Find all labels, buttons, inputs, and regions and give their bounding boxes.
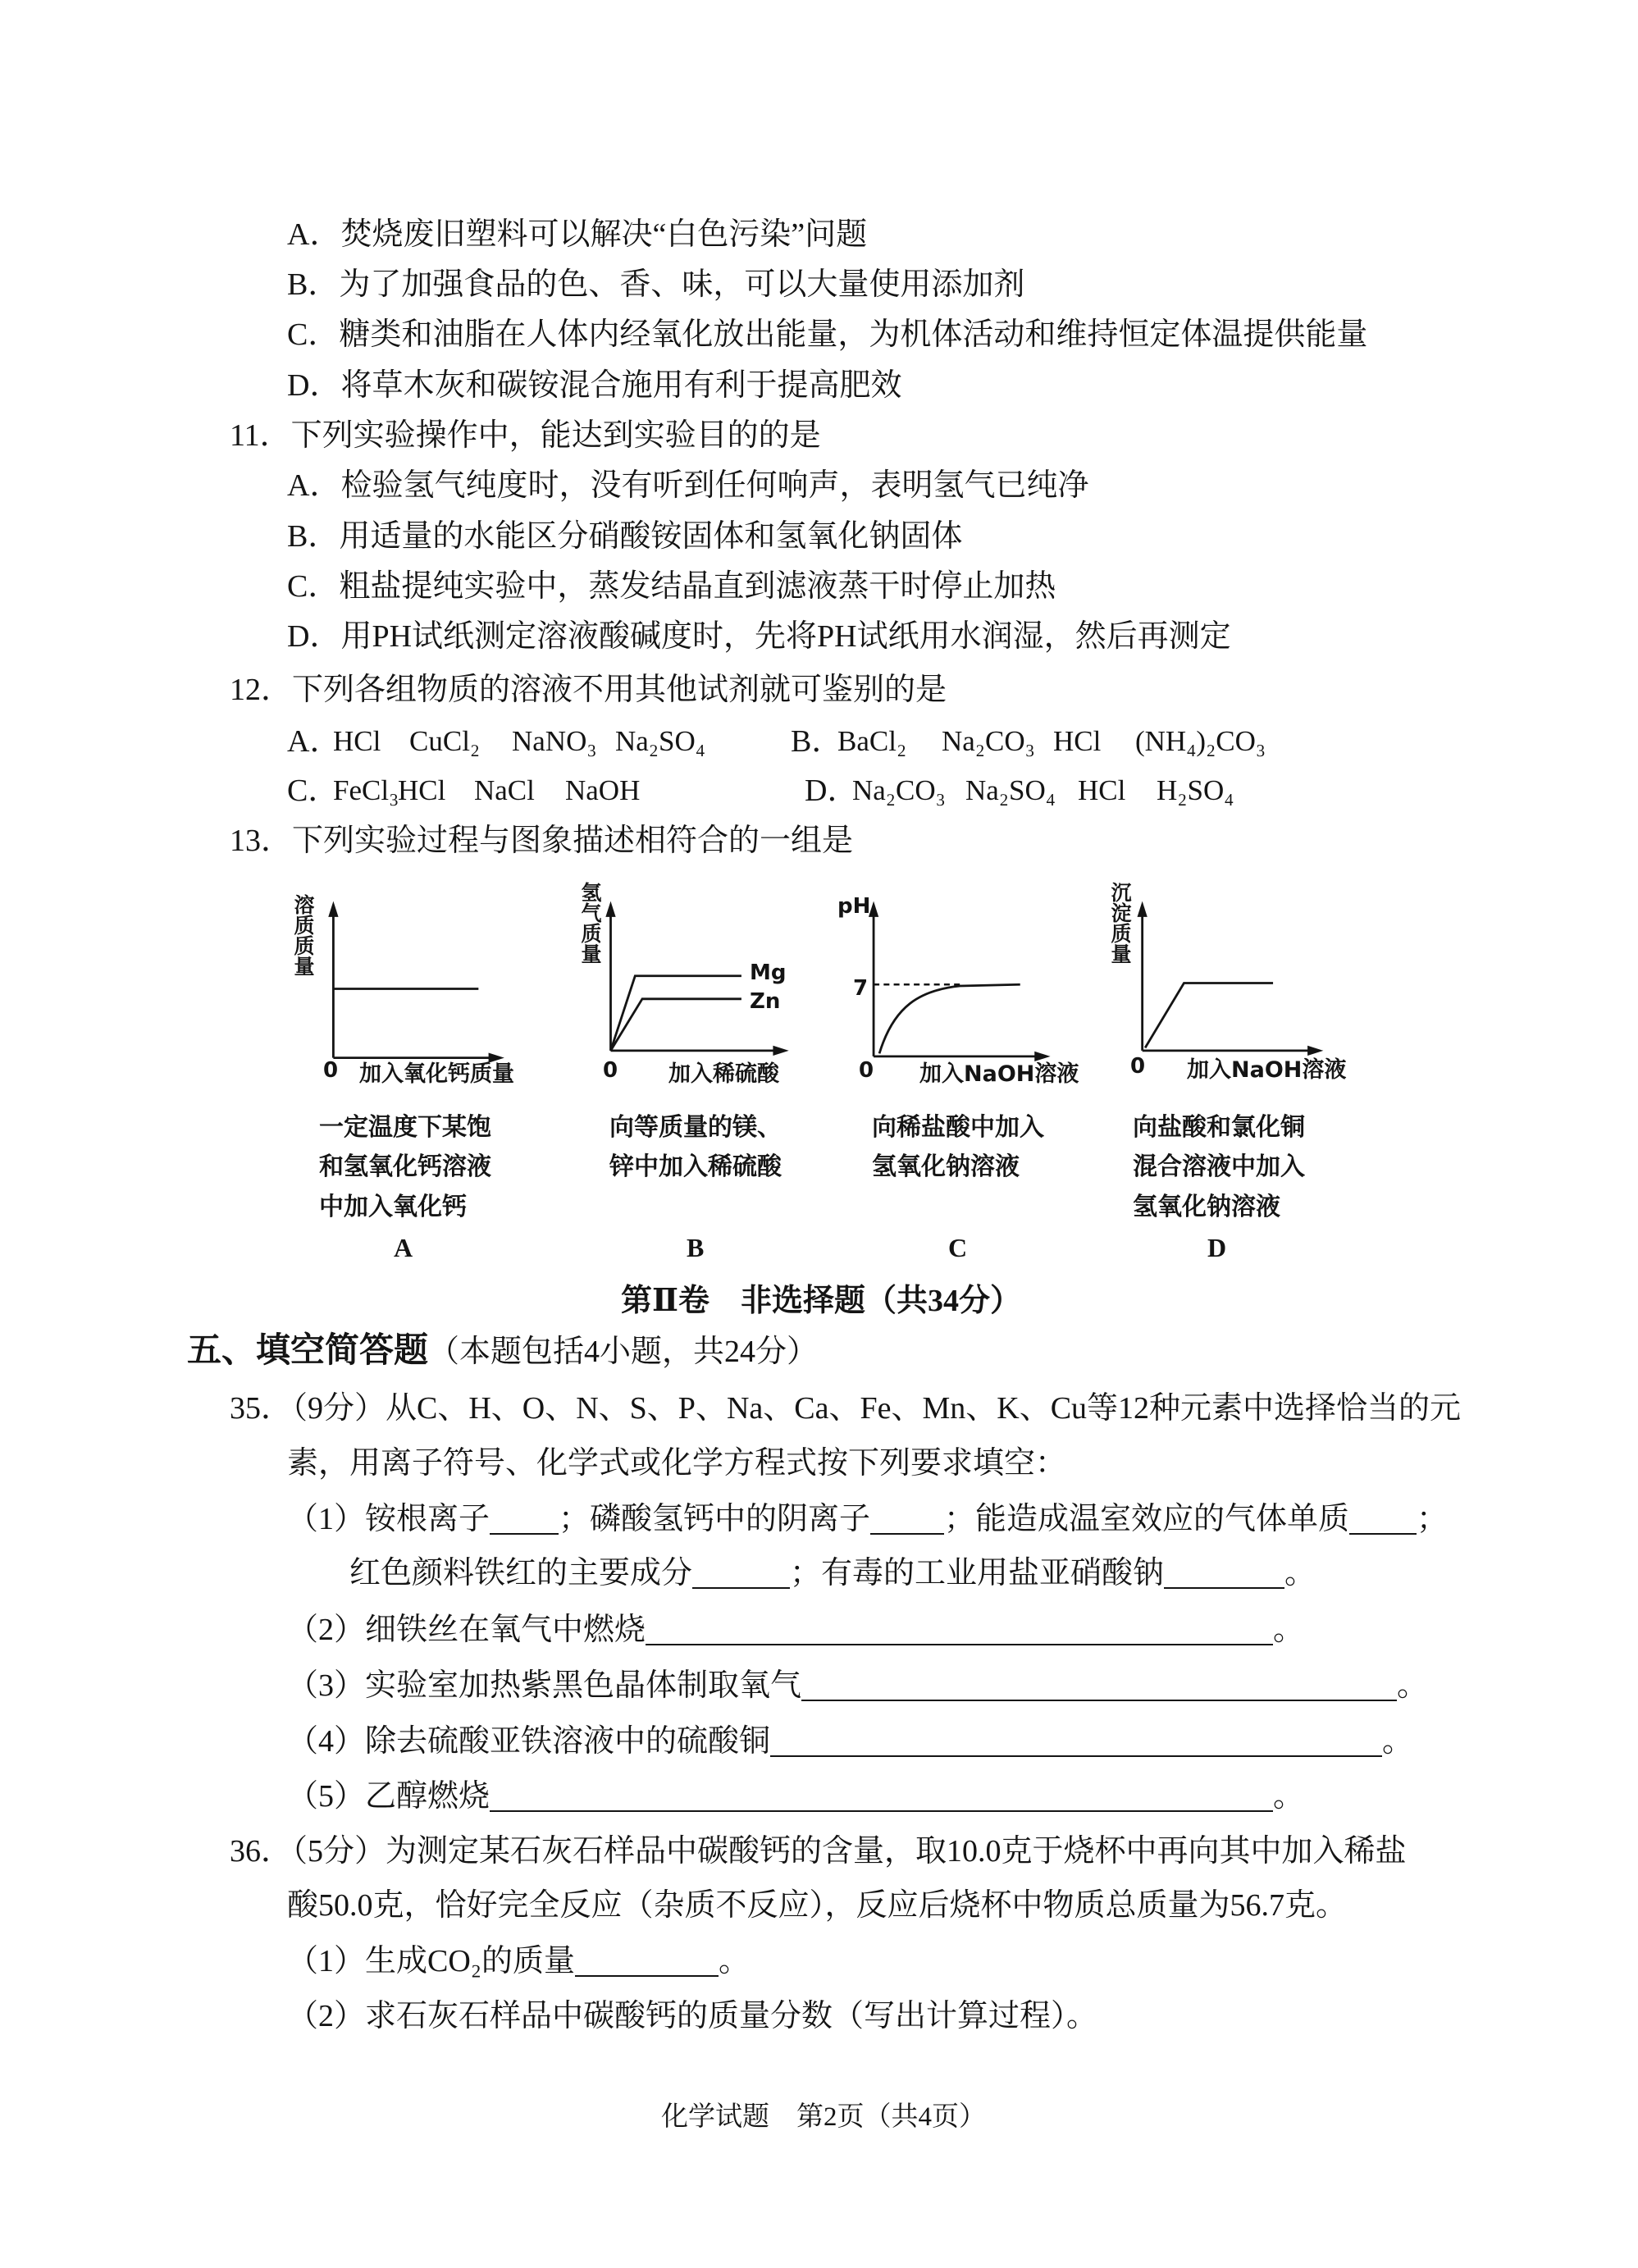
q12-option-c-formula: NaOH (565, 774, 641, 806)
answer-blank (490, 1505, 559, 1535)
graph-b-caption: 锌中加入稀硫酸 (609, 1152, 782, 1181)
q12-option-b-formula: (NH₄)₂CO₃ (1135, 725, 1266, 757)
q10-option-a: A．焚烧废旧塑料可以解决“白色污染”问题 (287, 217, 868, 252)
section-2-title: 第Ⅱ卷 非选择题（共34分） (621, 1284, 1022, 1318)
q12-option-b-label: B． (791, 724, 843, 759)
q12-option-d-formula: H₂SO₄ (1157, 774, 1234, 806)
q35-item-3-prompt: （3）实验室加热紫黑色晶体制取氧气 (287, 1668, 802, 1703)
q35-item-5-end: 。 (1273, 1779, 1305, 1814)
q36-item-1 (287, 1943, 750, 1979)
q35-item-1-text: ；磷酸氢钙中的阴离子 (559, 1502, 871, 1536)
q10-option-d: D．将草木灰和碳铵混合施用有利于提高肥效 (287, 368, 902, 403)
answer-blank (1349, 1505, 1417, 1535)
q35-item-1-line-2 (349, 1555, 1316, 1591)
graph-a-y-arrow (328, 901, 338, 917)
q35-item-5 (287, 1778, 1304, 1814)
q35-item-3 (287, 1668, 1428, 1704)
graph-c-letter: C (948, 1233, 968, 1262)
part-5-title: 五、填空简答题 (187, 1332, 429, 1370)
q35-item-1-text: 。 (1284, 1556, 1316, 1590)
graph-a-origin: 0 (323, 1058, 339, 1083)
q36-stem-line-1: 36．（5分）为测定某石灰石样品中碳酸钙的含量，取10.0克于烧杯中再向其中加入稀盐 (230, 1834, 1407, 1869)
q12-option-a-formula: Na₂SO₄ (615, 725, 705, 757)
q11-option-d: D．用PH试纸测定溶液酸碱度时，先将PH试纸用水润湿，然后再测定 (287, 619, 1231, 654)
graph-d-y-label: 沉淀质量 (1108, 882, 1132, 964)
graph-c-caption: 氢氧化钠溶液 (872, 1152, 1020, 1181)
q11-option-b: B．用适量的水能区分硝酸铵固体和氢氧化钠固体 (287, 519, 963, 554)
graph-c-x-arrow (1034, 1052, 1050, 1061)
q12-option-c-formula: HCl (398, 774, 446, 806)
q11-option-c: C．粗盐提纯实验中，蒸发结晶直到滤液蒸干时停止加热 (287, 569, 1056, 604)
graph-b-series-label-zn: Zn (750, 989, 781, 1014)
graph-a-caption: 和氢氧化钙溶液 (319, 1152, 491, 1181)
q35-item-5-prompt: （5）乙醇燃烧 (287, 1779, 490, 1814)
q12-option-c-formula: FeCl₃ (333, 774, 399, 806)
graph-a-letter: A (394, 1233, 413, 1262)
graph-b-mg-curve (610, 976, 741, 1051)
graph-d-caption: 氢氧化钠溶液 (1133, 1193, 1280, 1221)
graph-d-letter: D (1207, 1233, 1227, 1262)
graph-a-caption: 一定温度下某饱 (319, 1113, 491, 1142)
graph-c-y-label: pH (837, 894, 871, 919)
q35-item-1-text: （1）铵根离子 (287, 1502, 490, 1536)
answer-blank (801, 1672, 1397, 1701)
q36-item-1-end: 。 (719, 1944, 751, 1978)
q11-option-a: A．检验氢气纯度时，没有听到任何响声，表明氢气已纯净 (287, 468, 1089, 503)
graph-d-y-arrow (1138, 901, 1148, 917)
graph-c-y-tick: 7 (853, 976, 869, 1001)
answer-blank (870, 1505, 944, 1535)
q35-stem-line-1: 35．（9分）从C、H、O、N、S、P、Na、Ca、Fe、Mn、K、Cu等12种元素中选择恰当的元 (230, 1391, 1462, 1426)
q35-item-4-prompt: （4）除去硫酸亚铁溶液中的硫酸铜 (287, 1724, 771, 1759)
q10-option-b: B．为了加强食品的色、香、味，可以大量使用添加剂 (287, 267, 1025, 302)
answer-blank (770, 1727, 1382, 1757)
q35-item-1-text: ；能造成温室效应的气体单质 (944, 1502, 1350, 1536)
graph-a-x-label: 加入氧化钙质量 (359, 1061, 514, 1087)
graph-c-curve (879, 984, 1020, 1053)
q35-item-1-text: 红色颜料铁红的主要成分 (349, 1556, 693, 1590)
q11-stem: 11．下列实验操作中，能达到实验目的的是 (230, 418, 821, 453)
graph-b-origin: 0 (603, 1058, 618, 1083)
graph-d-curve (1145, 983, 1273, 1048)
q12-stem: 12．下列各组物质的溶液不用其他试剂就可鉴别的是 (230, 673, 947, 707)
q35-stem-line-2: 素，用离子符号、化学式或化学方程式按下列要求填空： (287, 1446, 1067, 1481)
part-5-heading (187, 1333, 818, 1370)
answer-blank (692, 1559, 790, 1589)
q12-option-b-formula: HCl (1053, 725, 1102, 757)
graph-b-x-arrow (773, 1046, 788, 1056)
q36-item-1-prompt: （1）生成CO₂的质量 (287, 1944, 576, 1978)
graph-b-y-label: 氢气质量 (578, 882, 602, 964)
q35-item-2-prompt: （2）细铁丝在氧气中燃烧 (287, 1613, 646, 1647)
graph-a-caption: 中加入氧化钙 (319, 1193, 467, 1221)
q12-option-c-label: C． (287, 773, 340, 808)
graph-d-caption: 混合溶液中加入 (1133, 1152, 1305, 1181)
q12-option-a-formula: CuCl₂ (409, 725, 481, 757)
part-5-note: （本题包括4小题，共24分） (428, 1335, 819, 1369)
q12-option-d-formula: HCl (1078, 774, 1126, 806)
q12-option-b-formula: Na₂CO₃ (942, 725, 1035, 757)
graph-c-origin: 0 (859, 1058, 874, 1083)
q36-stem-line-2: 酸50.0克，恰好完全反应（杂质不反应），反应后烧杯中物质总质量为56.7克。 (287, 1888, 1348, 1923)
answer-blank (1164, 1559, 1284, 1589)
graph-b-zn-curve (610, 999, 741, 1051)
graph-a-y-label: 溶质质量 (291, 894, 315, 976)
q35-item-1-text: ；有毒的工业用盐亚硝酸钠 (790, 1556, 1165, 1590)
q35-item-2 (287, 1612, 1304, 1648)
q35-item-2-end: 。 (1273, 1613, 1305, 1647)
graph-b-letter: B (687, 1233, 705, 1262)
q10-option-c: C．糖类和油脂在人体内经氧化放出能量，为机体活动和维持恒定体温提供能量 (287, 317, 1368, 352)
q35-item-4-end: 。 (1382, 1724, 1414, 1759)
answer-blank (490, 1782, 1273, 1812)
q12-option-d-formula: Na₂CO₃ (852, 774, 946, 806)
q12-option-d-label: D． (805, 773, 859, 808)
graph-d-origin: 0 (1130, 1054, 1146, 1079)
q35-item-1-line-1 (287, 1501, 1448, 1537)
q36-item-2: （2）求石灰石样品中碳酸钙的质量分数（写出计算过程）。 (287, 1999, 1098, 2033)
graph-d-caption: 向盐酸和氯化铜 (1133, 1113, 1305, 1142)
page-footer: 化学试题 第2页（共4页） (661, 2102, 986, 2132)
q13-stem: 13．下列实验过程与图象描述相符合的一组是 (230, 824, 854, 858)
graph-c-x-label: 加入NaOH溶液 (919, 1061, 1079, 1087)
q12-option-a-formula: NaNO₃ (512, 725, 597, 757)
q35-item-4 (287, 1723, 1413, 1759)
q12-option-b-formula: BaCl₂ (837, 725, 907, 757)
graph-b-y-arrow (605, 901, 615, 917)
graph-b-caption: 向等质量的镁、 (609, 1113, 782, 1142)
graph-b-x-label: 加入稀硫酸 (668, 1061, 779, 1087)
q35-item-1-text: ； (1417, 1502, 1449, 1536)
answer-blank (575, 1947, 719, 1977)
graph-d-x-label: 加入NaOH溶液 (1187, 1057, 1347, 1083)
graph-b-series-label-mg: Mg (750, 961, 787, 985)
q12-option-a-formula: HCl (333, 725, 381, 757)
q12-option-d-formula: Na₂SO₄ (965, 774, 1056, 806)
q12-option-a-label: A． (287, 724, 341, 759)
q12-option-c-formula: NaCl (474, 774, 535, 806)
graph-d-x-arrow (1307, 1046, 1323, 1056)
answer-blank (646, 1616, 1273, 1645)
graph-c-caption: 向稀盐酸中加入 (872, 1113, 1044, 1142)
q35-item-3-end: 。 (1397, 1668, 1429, 1703)
